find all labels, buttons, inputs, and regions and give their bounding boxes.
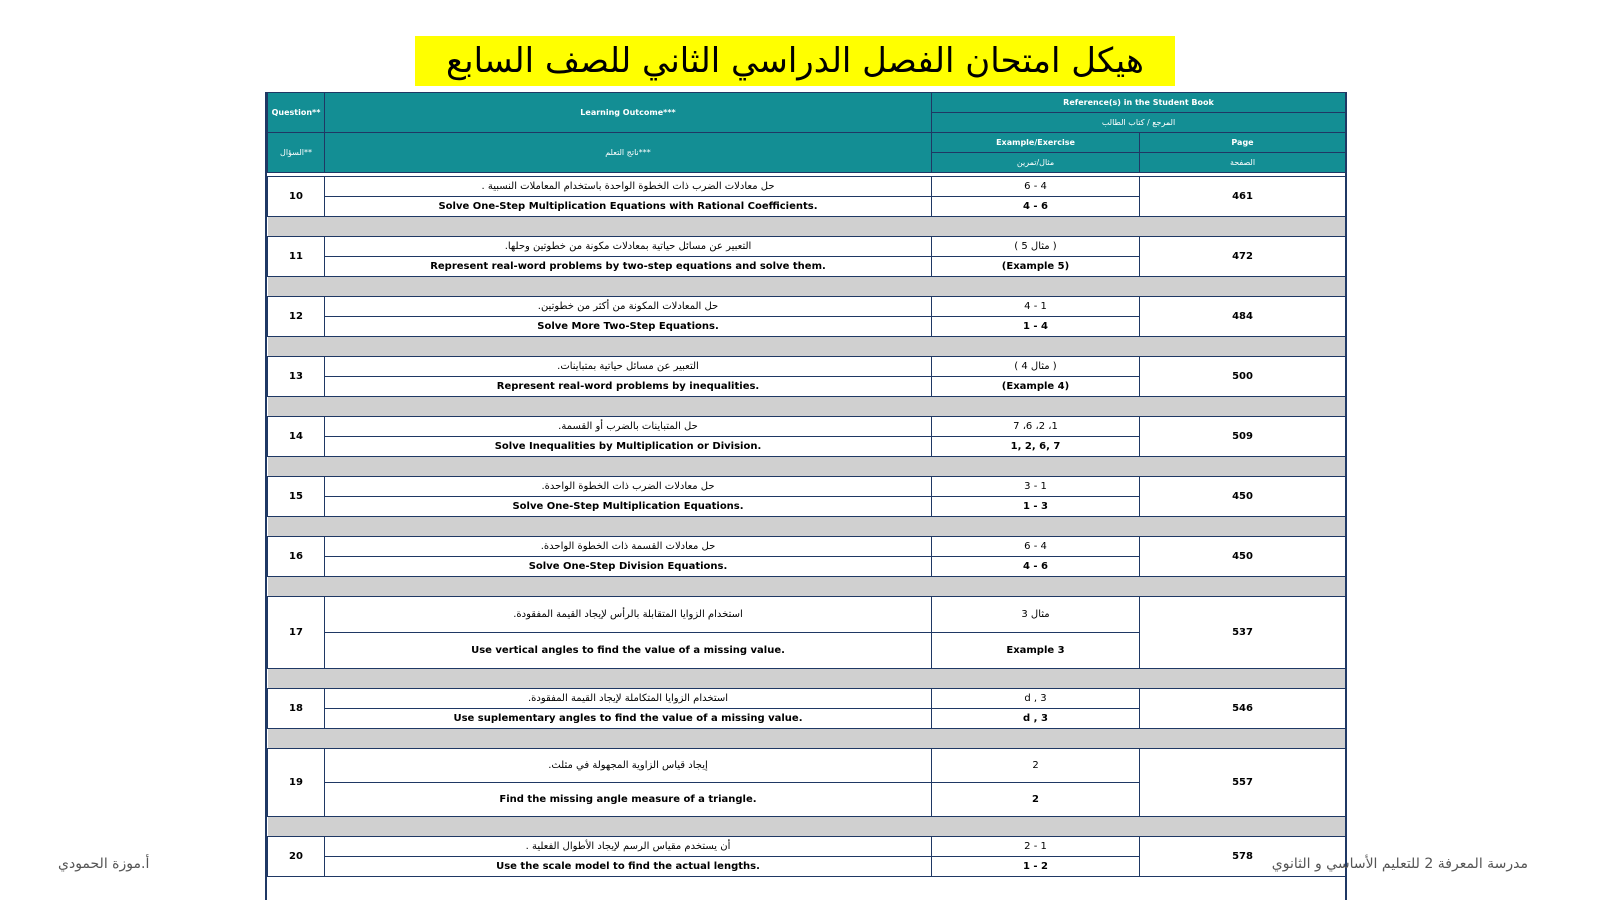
outcome-english: Solve Inequalities by Multiplication or Division. <box>325 437 932 457</box>
row-separator <box>268 517 1346 537</box>
page-number: 500 <box>1140 357 1346 397</box>
exam-structure-table <box>265 92 1347 900</box>
page-number: 546 <box>1140 689 1346 729</box>
outcome-english: Solve One-Step Multiplication Equations with Rational Coefficients. <box>325 197 932 217</box>
outcome-arabic: التعبير عن مسائل حياتية بمعادلات مكونة من خطوتين وحلها. <box>325 237 932 257</box>
example-arabic: 1 - 4 <box>932 297 1140 317</box>
table-row <box>268 537 1346 557</box>
outcome-english: Use vertical angles to find the value of a missing value. <box>325 633 932 669</box>
question-number: 18 <box>268 689 325 729</box>
row-separator <box>268 729 1346 749</box>
example-arabic: d , 3 <box>932 689 1140 709</box>
outcome-arabic: حل المتباينات بالضرب أو القسمة. <box>325 417 932 437</box>
row-separator <box>268 337 1346 357</box>
question-number: 12 <box>268 297 325 337</box>
question-number: 11 <box>268 237 325 277</box>
outcome-english: Represent real-word problems by inequalities. <box>325 377 932 397</box>
outcome-english: Solve One-Step Multiplication Equations. <box>325 497 932 517</box>
header-reference-ar: المرجع / كتاب الطالب <box>932 113 1346 133</box>
question-number: 10 <box>268 177 325 217</box>
outcome-english: Solve One-Step Division Equations. <box>325 557 932 577</box>
question-number: 16 <box>268 537 325 577</box>
header-question-ar: السؤال** <box>268 133 325 173</box>
question-number: 19 <box>268 749 325 817</box>
table-row <box>268 357 1346 377</box>
outcome-english: Find the missing angle measure of a triangle. <box>325 783 932 817</box>
outcome-english: Solve More Two-Step Equations. <box>325 317 932 337</box>
table-row <box>268 477 1346 497</box>
header-page-ar: الصفحة <box>1140 153 1346 173</box>
outcome-arabic: أن يستخدم مقياس الرسم لإيجاد الأطوال الفعلية . <box>325 837 932 857</box>
row-separator <box>268 577 1346 597</box>
page-title: هيكل امتحان الفصل الدراسي الثاني للصف السابع <box>415 36 1175 86</box>
row-separator <box>268 457 1346 477</box>
page-number: 450 <box>1140 477 1346 517</box>
example-arabic: 1 - 3 <box>932 477 1140 497</box>
table-row <box>268 597 1346 633</box>
header-example-ar: مثال/تمرين <box>932 153 1140 173</box>
example-arabic: 1 - 2 <box>932 837 1140 857</box>
header-outcome-ar: ناتج التعلم*** <box>325 133 932 173</box>
row-separator <box>268 217 1346 237</box>
example-arabic: ( مثال 4 ) <box>932 357 1140 377</box>
teacher-name: أ.موزة الحمودي <box>58 856 150 872</box>
example-arabic: 2 <box>932 749 1140 783</box>
example-arabic: 4 - 6 <box>932 177 1140 197</box>
header-example-en: Example/Exercise <box>932 133 1140 153</box>
question-number: 15 <box>268 477 325 517</box>
question-number: 13 <box>268 357 325 397</box>
example-english: Example 3 <box>932 633 1140 669</box>
row-separator <box>268 277 1346 297</box>
row-separator <box>268 397 1346 417</box>
school-name: مدرسة المعرفة 2 للتعليم الأساسي و الثانوي <box>1271 856 1528 872</box>
question-number: 17 <box>268 597 325 669</box>
example-arabic: مثال 3 <box>932 597 1140 633</box>
example-english: d , 3 <box>932 709 1140 729</box>
page-number: 472 <box>1140 237 1346 277</box>
question-number: 14 <box>268 417 325 457</box>
table-row <box>268 297 1346 317</box>
question-number: 20 <box>268 837 325 877</box>
table-row <box>268 749 1346 783</box>
example-english: 2 <box>932 783 1140 817</box>
page-number: 461 <box>1140 177 1346 217</box>
table-row <box>268 689 1346 709</box>
example-english: 1 - 3 <box>932 497 1140 517</box>
row-separator <box>268 669 1346 689</box>
outcome-arabic: حل معادلات الضرب ذات الخطوة الواحدة باستخدام المعاملات النسبية . <box>325 177 932 197</box>
example-english: 1 - 2 <box>932 857 1140 877</box>
page-number: 578 <box>1140 837 1346 877</box>
example-english: 4 - 6 <box>932 197 1140 217</box>
page-number: 484 <box>1140 297 1346 337</box>
header-page-en: Page <box>1140 133 1346 153</box>
example-english: (Example 5) <box>932 257 1140 277</box>
row-separator <box>268 817 1346 837</box>
page-number: 557 <box>1140 749 1346 817</box>
example-english: 1 - 4 <box>932 317 1140 337</box>
table-row <box>268 237 1346 257</box>
outcome-english: Use suplementary angles to find the value of a missing value. <box>325 709 932 729</box>
table-row <box>268 177 1346 197</box>
outcome-arabic: استخدام الزوايا المتكاملة لإيجاد القيمة المفقودة. <box>325 689 932 709</box>
table-row <box>268 837 1346 857</box>
table-row <box>268 417 1346 437</box>
outcome-english: Represent real-word problems by two-step equations and solve them. <box>325 257 932 277</box>
page-number: 537 <box>1140 597 1346 669</box>
outcome-arabic: استخدام الزوايا المتقابلة بالرأس لإيجاد القيمة المفقودة. <box>325 597 932 633</box>
outcome-arabic: إيجاد قياس الزاوية المجهولة في مثلث. <box>325 749 932 783</box>
example-english: 4 - 6 <box>932 557 1140 577</box>
header-reference-en: Reference(s) in the Student Book <box>932 93 1346 113</box>
header-outcome-en: Learning Outcome*** <box>325 93 932 133</box>
example-arabic: 4 - 6 <box>932 537 1140 557</box>
header-question-en: Question** <box>268 93 325 133</box>
outcome-arabic: حل المعادلات المكونة من أكثر من خطوتين. <box>325 297 932 317</box>
example-arabic: 1، 2، 6، 7 <box>932 417 1140 437</box>
example-english: (Example 4) <box>932 377 1140 397</box>
page-number: 509 <box>1140 417 1346 457</box>
outcome-arabic: حل معادلات القسمة ذات الخطوة الواحدة. <box>325 537 932 557</box>
outcome-arabic: التعبير عن مسائل حياتية بمتباينات. <box>325 357 932 377</box>
example-english: 1, 2, 6, 7 <box>932 437 1140 457</box>
example-arabic: ( مثال 5 ) <box>932 237 1140 257</box>
outcome-english: Use the scale model to find the actual lengths. <box>325 857 932 877</box>
outcome-arabic: حل معادلات الضرب ذات الخطوة الواحدة. <box>325 477 932 497</box>
page-number: 450 <box>1140 537 1346 577</box>
